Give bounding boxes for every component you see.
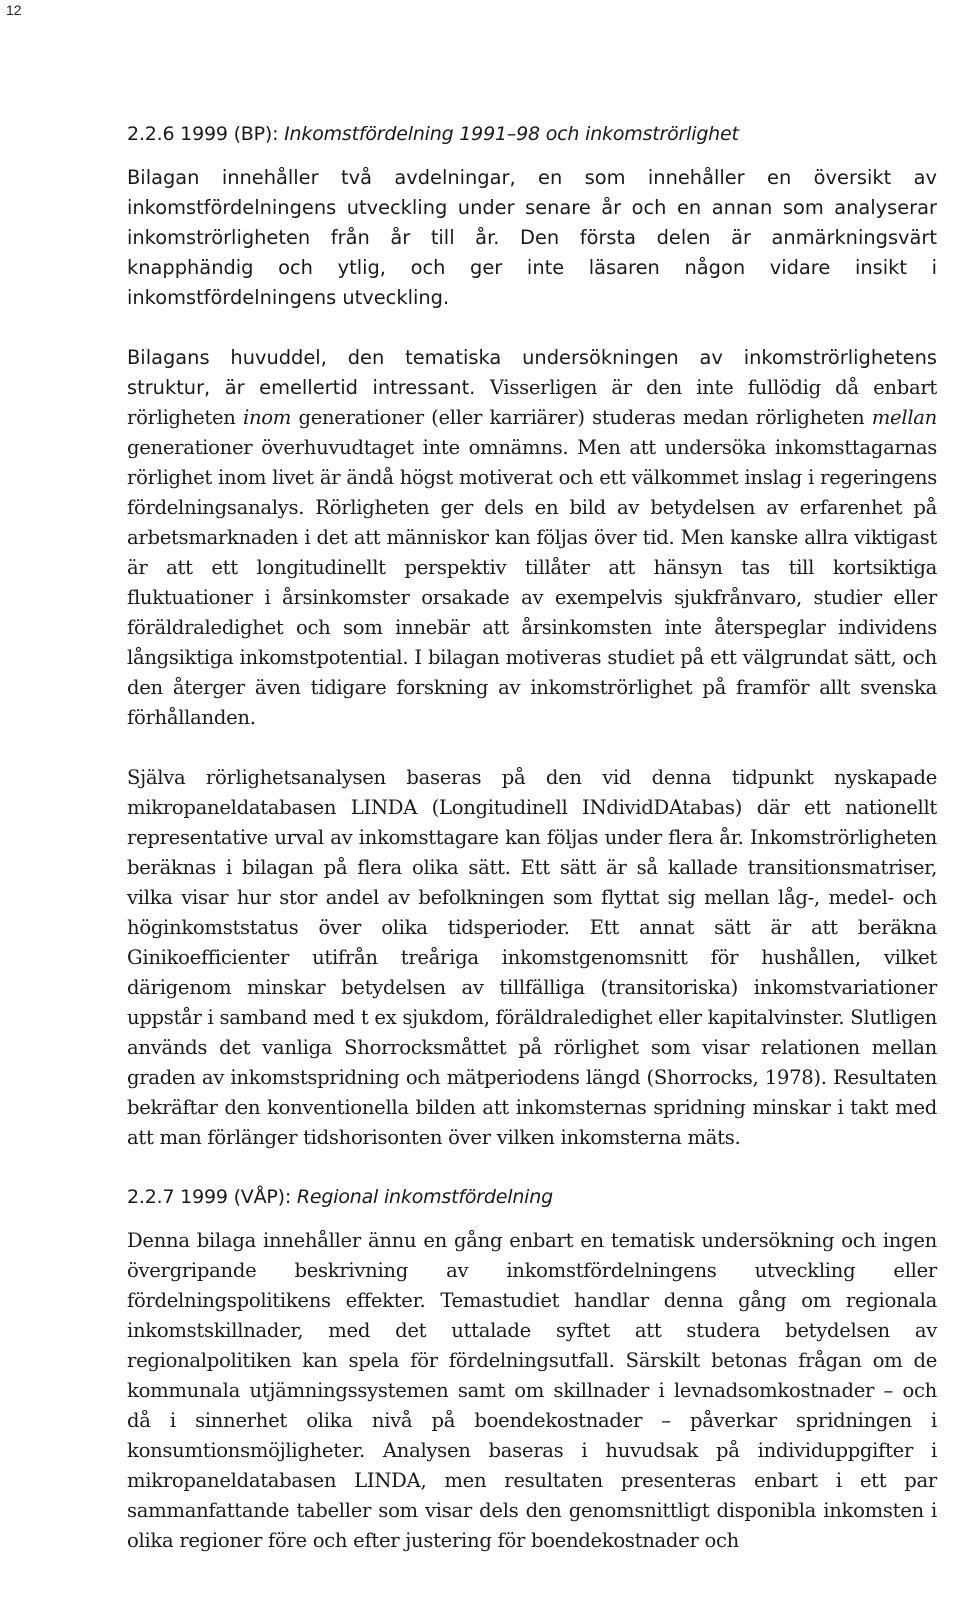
page-number: 12	[6, 2, 22, 18]
emphasis-inom: inom	[243, 406, 292, 429]
section-number: 2.2.7 1999 (VÅP):	[127, 1186, 297, 1208]
paragraph-mobility-analysis: Själva rörlighetsanalysen baseras på den vid denna tidpunkt nyskapade mikropaneldatabasen LINDA (Longitudinell INdividDAtabas) där ett nationellt representative urval av inkomsttagare kan följas under flera år. Inkomströrligheten beräknas i bilagan på flera olika sätt. Ett sätt är så kallade transitionsmatriser, vilka visar hur stor andel av befolkningen som flyttat sig mellan låg-, medel- och höginkomststatus över olika tidsperioder. Ett annat sätt är att beräkna Ginikoefficienter utifrån treåriga inkomstgenomsnitt för hushållen, vilket därigenom minskar betydelsen av tillfälliga (transitoriska) inkomstvariationer uppstår i samband med t ex sjukdom, föräldraledighet eller kapitalvinster. Slutligen används det vanliga Shorrocksmåttet på rörlighet som visar relationen mellan graden av inkomstspridning och mätperiodens längd (Shorrocks, 1978). Resultaten bekräftar den konventionella bilden att inkomsternas spridning minskar i takt med att man förlänger tidshorisonten över vilken inkomsterna mäts.	[127, 766, 937, 1149]
section-heading-2-2-6	[127, 120, 937, 148]
paragraph-segment: generationer (eller karriärer) studeras medan rörligheten	[291, 406, 872, 429]
paragraph-segment: Visserligen är den inte fullödig då enbart rörligheten	[127, 376, 937, 429]
emphasis-mellan: mellan	[871, 406, 937, 429]
section-title: Inkomstfördelning 1991–98 och inkomströrlighet	[284, 123, 739, 145]
section-heading-2-2-7	[127, 1183, 937, 1211]
section-number: 2.2.6 1999 (BP):	[127, 123, 285, 145]
paragraph-segment: generationer överhuvudtaget inte omnämns. Men att undersöka inkomsttagarnas rörlighet inom livet är ändå högst motiverat och ett välkommet inslag i regeringens fördelningsanalys. Rörligheten ger dels en bild av betydelsen av erfarenhet på arbetsmarknaden i det att människor kan följas över tid. Men kanske allra viktigast är att ett longitudinellt perspektiv tillåter att hänsyn tas till kortsiktiga fluktuationer i årsinkomster orsakade av exempelvis sjukfrånvaro, studier eller föräldraledighet och som innebär att årsinkomsten inte återspeglar individens långsiktiga inkomstpotential. I bilagan motiveras studiet på ett välgrundat sätt, och den återger även tidigare forskning av inkomströrlighet på framför allt svenska förhållanden.	[127, 436, 937, 729]
document-body	[127, 120, 937, 1586]
section-title: Regional inkomstfördelning	[296, 1186, 553, 1208]
paragraph-segment: Bilagans huvuddel, den tematiska undersökningen av inkomströrlighetens struktur, är emellertid intressant.	[127, 346, 937, 399]
paragraph-overview: Bilagan innehåller två avdelningar, en som innehåller en översikt av inkomstfördelningens utveckling under senare år och en annan som analyserar inkomströrligheten från år till år. Den första delen är anmärkningsvärt knapphändig och ytlig, och ger inte läsaren någon vidare insikt i inkomstfördelningens utveckling.	[127, 166, 937, 309]
paragraph-regional: Denna bilaga innehåller ännu en gång enbart en tematisk undersökning och ingen övergripande beskrivning av inkomstfördelningens utveckling eller fördelningspolitikens effekter. Temastudiet handlar denna gång om regionala inkomstskillnader, med det uttalade syftet att studera betydelsen av regionalpolitiken kan spela för fördelningsutfall. Särskilt betonas frågan om de kommunala utjämningssystemen samt om skillnader i levnadsomkostnader – och då i sinnerhet olika nivå på boendekostnader – påverkar spridningen i konsumtionsmöjligheter. Analysen baseras i huvudsak på individuppgifter i mikropaneldatabasen LINDA, men resultaten presenteras enbart i ett par sammanfattande tabeller som visar dels den genomsnittligt disponibla inkomsten i olika regioner före och efter justering för boendekostnader och	[127, 1229, 937, 1552]
paragraph-mobility-structure	[127, 343, 937, 733]
